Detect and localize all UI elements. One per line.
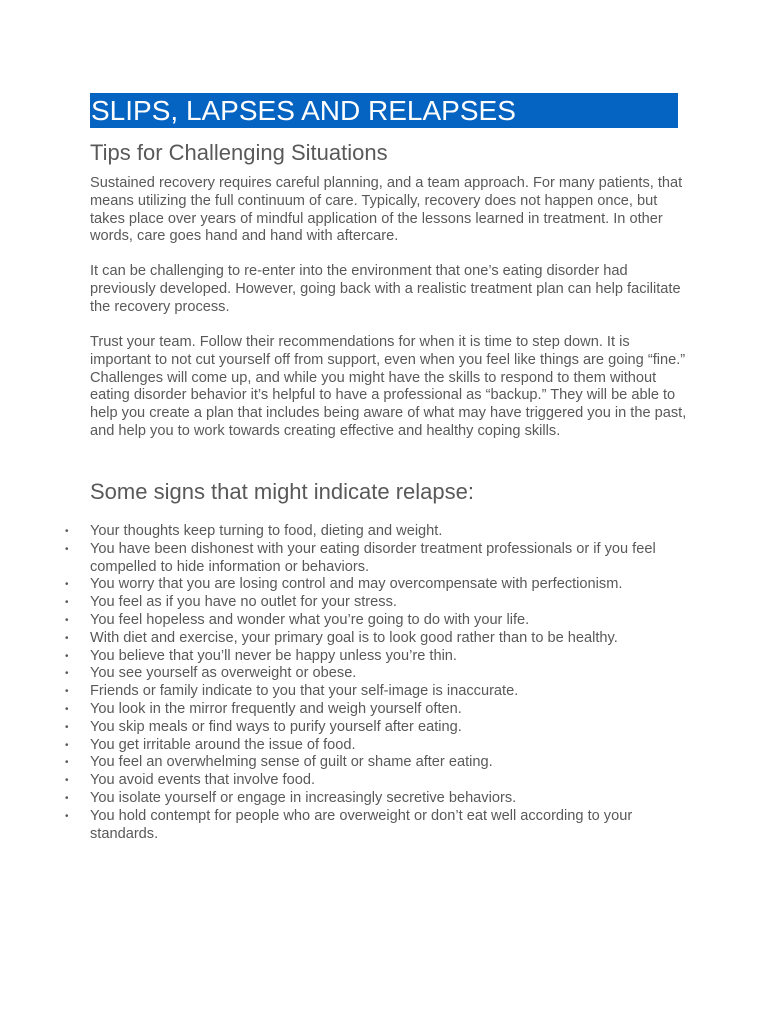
- bullet-icon: •: [65, 810, 69, 822]
- list-item-text: You feel hopeless and wonder what you’re going to do with your life.: [90, 611, 530, 628]
- bullet-icon: •: [65, 597, 69, 609]
- bullet-icon: •: [65, 686, 69, 698]
- list-item: [65, 523, 690, 541]
- list-item: [65, 629, 690, 648]
- list-item-text: You see yourself as overweight or obese.: [90, 665, 357, 682]
- list-item: [65, 718, 690, 737]
- list-item-text: You have been dishonest with your eating disorder treatment professionals or if you feel compelled to hide information or behaviors.: [90, 540, 656, 575]
- bullet-icon: •: [65, 703, 69, 715]
- list-item: [65, 754, 690, 772]
- document-title: SLIPS, LAPSES AND RELAPSES: [91, 95, 516, 126]
- list-item: [65, 611, 690, 630]
- list-item: [65, 772, 690, 790]
- bullet-icon: •: [65, 668, 69, 680]
- list-item: [65, 807, 690, 844]
- bullet-icon: •: [65, 650, 69, 662]
- list-item-text: You skip meals or find ways to purify yourself after eating.: [90, 718, 462, 735]
- document-subtitle: Tips for Challenging Situations: [90, 140, 388, 165]
- list-item-text: You avoid events that involve food.: [90, 772, 316, 789]
- list-item: [65, 647, 690, 666]
- list-item-text: You feel an overwhelming sense of guilt or shame after eating.: [90, 754, 493, 771]
- list-item: [65, 683, 690, 701]
- list-item-text: With diet and exercise, your primary goal is to look good rather than to be healthy.: [90, 629, 618, 646]
- bullet-icon: •: [65, 543, 69, 555]
- list-item: [65, 665, 690, 683]
- list-item: [65, 576, 690, 594]
- list-item-text: You get irritable around the issue of food.: [90, 736, 356, 753]
- bullet-icon: •: [65, 792, 69, 804]
- list-item-text: You look in the mirror frequently and weigh yourself often.: [90, 700, 462, 717]
- bullet-icon: •: [65, 721, 69, 733]
- bullet-icon: •: [65, 775, 69, 787]
- paragraph-trust-team: Trust your team. Follow their recommendations for when it is time to step down. It is important to not cut yourself off from support, even when you feel like things are going “fine.” Challenges will come up, and while you might have the skills to respond to them without eating disorder behavior it’s helpful to have a professional as “backup.” They will be able to help you create a plan that includes being aware of what may have triggered you in the past, and help you to work towards creating effective and healthy coping skills.: [90, 334, 687, 439]
- list-item: [65, 700, 690, 719]
- list-item: [65, 594, 690, 612]
- bullet-icon: •: [65, 757, 69, 769]
- list-item-text: Your thoughts keep turning to food, dieting and weight.: [90, 523, 443, 539]
- bullet-icon: •: [65, 526, 69, 537]
- list-item-text: You hold contempt for people who are overweight or don’t eat well according to your standards.: [90, 807, 633, 842]
- title-banner: [90, 93, 678, 128]
- list-item: [65, 789, 690, 808]
- list-item-text: You believe that you’ll never be happy unless you’re thin.: [90, 647, 457, 664]
- list-item-text: You feel as if you have no outlet for your stress.: [90, 594, 397, 611]
- paragraph-intro: Sustained recovery requires careful planning, and a team approach. For many patients, that means utilizing the full continuum of care. Typically, recovery does not happen once, but takes place over years of mindful application of the lessons learned in treatment. In other words, care goes hand and hand with aftercare.: [90, 175, 683, 245]
- list-item: [65, 736, 690, 755]
- signs-heading: Some signs that might indicate relapse:: [90, 479, 474, 504]
- bullet-icon: •: [65, 614, 69, 626]
- relapse-signs-list: [65, 523, 690, 843]
- paragraph-environment: It can be challenging to re-enter into the environment that one’s eating disorder had previously developed. However, going back with a realistic treatment plan can help facilitate the recovery process.: [90, 263, 681, 315]
- bullet-icon: •: [65, 579, 69, 591]
- list-item-text: Friends or family indicate to you that your self-image is inaccurate.: [90, 683, 519, 700]
- bullet-icon: •: [65, 739, 69, 751]
- list-item-text: You worry that you are losing control and may overcompensate with perfectionism.: [90, 576, 623, 593]
- list-item: [65, 540, 690, 577]
- list-item-text: You isolate yourself or engage in increasingly secretive behaviors.: [90, 789, 517, 806]
- bullet-icon: •: [65, 632, 69, 644]
